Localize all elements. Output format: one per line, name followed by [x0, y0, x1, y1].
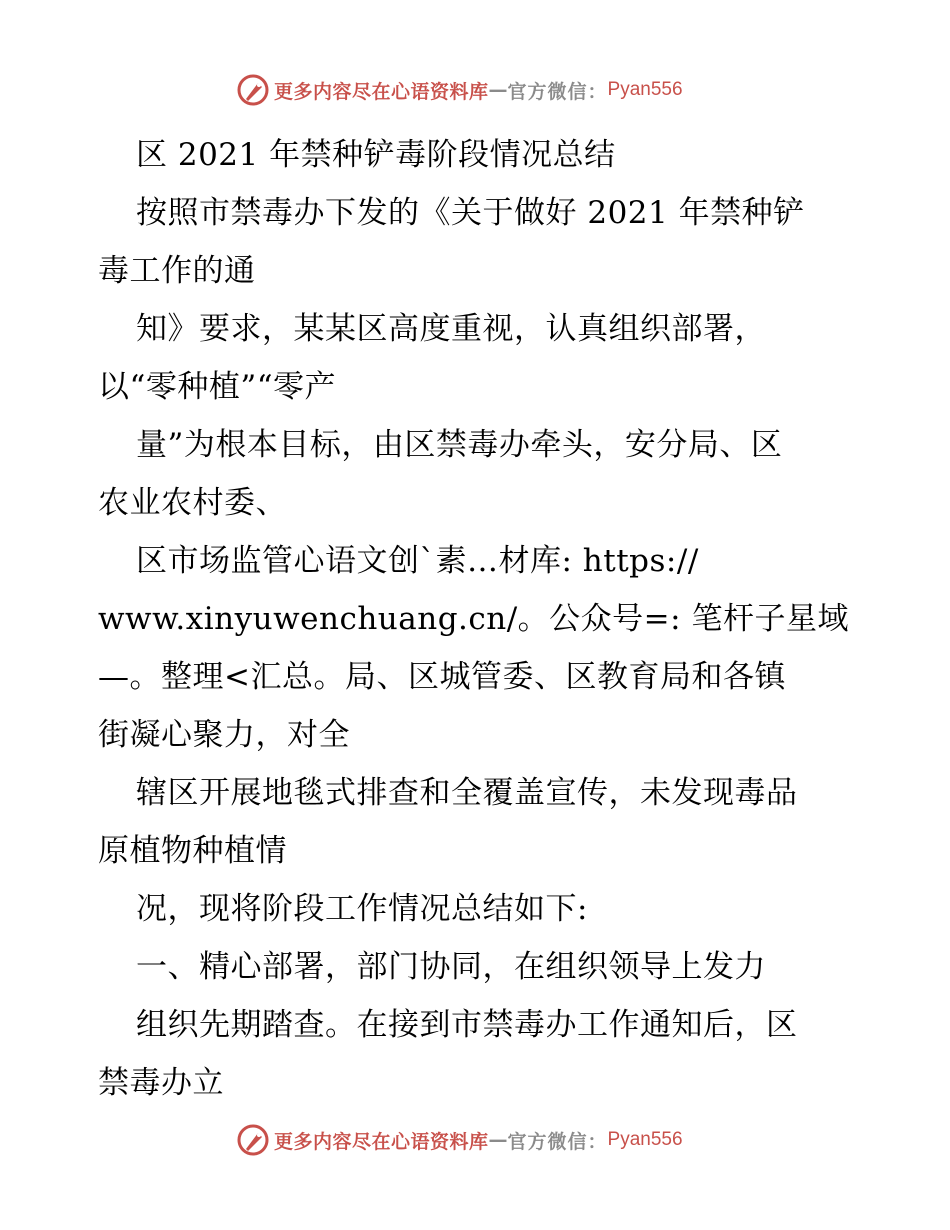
watermark-dash: —	[488, 1129, 508, 1151]
document-line: 以“零种植”“零产	[98, 369, 337, 405]
watermark-official-label: 官方微信：	[507, 80, 608, 103]
watermark-wechat-id: Pyan556	[607, 79, 683, 100]
document-line: 况，现将阶段工作情况总结如下:	[136, 891, 588, 927]
watermark-text: 更多内容尽在心语资料库	[274, 1130, 489, 1153]
document-line: 知》要求，某某区高度重视，认真组织部署，	[136, 311, 766, 347]
document-line: 量”为根本目标，由区禁毒办牵头，安分局、区	[136, 427, 783, 463]
document-line: 组织先期踏查。在接到市禁毒办工作通知后，区	[136, 1007, 798, 1043]
document-line: 按照市禁毒办下发的《关于做好 2021 年禁种铲	[136, 195, 805, 231]
watermark-footer	[236, 1122, 683, 1158]
watermark-wechat-id: Pyan556	[607, 1129, 683, 1150]
pen-nib-icon	[236, 1123, 270, 1157]
watermark-text: 更多内容尽在心语资料库	[274, 80, 489, 103]
document-line: 区市场监管心语文创`素…材库: https://	[136, 543, 699, 579]
pen-nib-icon	[236, 73, 270, 107]
document-line: 辖区开展地毯式排查和全覆盖宣传，未发现毒品	[136, 775, 798, 811]
document-body	[98, 126, 868, 1112]
document-line: 农业农村委、	[98, 485, 287, 521]
watermark-dash: —	[488, 79, 508, 101]
watermark-official-label: 官方微信：	[507, 1130, 608, 1153]
document-line: 禁毒办立	[98, 1065, 224, 1101]
document-line: www.xinyuwenchuang.cn/。公众号=: 笔杆子星域	[98, 601, 849, 637]
document-line: 一、精心部署，部门协同，在组织领导上发力	[136, 949, 766, 985]
document-line: 区 2021 年禁种铲毒阶段情况总结	[136, 137, 616, 173]
document-line: 原植物种植情	[98, 833, 287, 869]
watermark-header	[236, 72, 683, 108]
document-line: —。整理<汇总。局、区城管委、区教育局和各镇	[98, 659, 786, 695]
document-line: 街凝心聚力，对全	[98, 717, 350, 753]
document-line: 毒工作的通	[98, 253, 256, 289]
